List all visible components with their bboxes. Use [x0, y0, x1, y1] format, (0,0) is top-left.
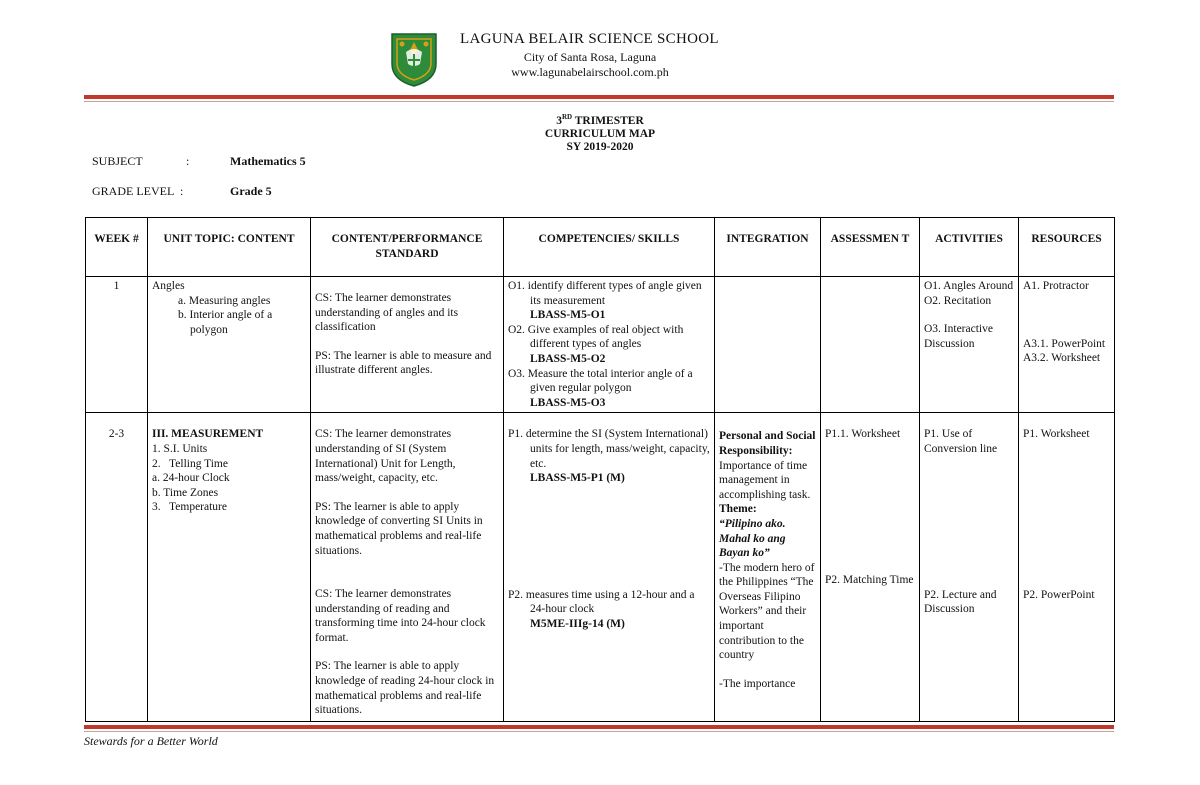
integration-text: Importance of time management in accomplishing task. — [719, 459, 811, 501]
document-title — [0, 111, 1200, 154]
competency-code: M5ME-IIIg-14 (M) — [530, 617, 625, 630]
topic-item: 2. Telling Time — [152, 457, 228, 470]
standard-cell — [311, 413, 504, 722]
assessment-cell — [821, 413, 920, 722]
activity: O3. Interactive Discussion — [924, 323, 993, 350]
activities-cell — [920, 413, 1019, 722]
col-unit-topic: UNIT TOPIC: CONTENT — [148, 218, 311, 277]
integration-text: -The importance — [719, 677, 796, 690]
performance-standard: PS: The learner is able to apply knowledge of converting SI Units in mathematical problems and real-life situations. — [315, 500, 483, 557]
integration-title: Personal and Social Responsibility: — [719, 430, 816, 457]
competency: O1. identify different types of angle given its measurement — [508, 280, 702, 307]
grade-label: GRADE LEVEL — [92, 184, 175, 198]
topic-item: a. Measuring angles — [178, 294, 271, 307]
footer-motto: Stewards for a Better World — [84, 734, 218, 748]
header-rule — [84, 95, 1114, 102]
competency: O2. Give examples of real object with different types of angles — [508, 323, 684, 351]
activity: O2. Recitation — [924, 294, 992, 307]
competencies-cell — [504, 413, 715, 722]
trimester-title: 3RD TRIMESTER — [556, 113, 644, 127]
resource: A3.1. PowerPoint — [1023, 337, 1106, 350]
table-row — [86, 277, 1115, 413]
topic-cell — [148, 277, 311, 413]
topic-item: b. Time Zones — [152, 486, 219, 499]
school-seal-logo — [388, 30, 440, 88]
topic-item: b. Interior angle of a — [178, 309, 273, 322]
competency: P1. determine the SI (System International) units for length, mass/weight, capacity, etc. — [508, 428, 710, 470]
topic-item: 3. Temperature — [152, 501, 227, 514]
school-name: LAGUNA BELAIR SCIENCE SCHOOL — [460, 31, 719, 47]
competency: P2. measures time using a 12-hour and a 24-hour clock — [508, 588, 695, 616]
assessment-cell — [821, 277, 920, 413]
content-standard: CS: The learner demonstrates understanding of reading and transforming time into 24-hour clock format. — [315, 588, 486, 644]
competency-code: LBASS-M5-O3 — [530, 396, 606, 409]
integration-cell — [715, 277, 821, 413]
topic-item: a. 24-hour Clock — [152, 472, 230, 485]
activity: P1. Use of Conversion line — [924, 428, 998, 455]
integration-text: -The modern hero of the Philippines “The Overseas Filipino Workers” and their important contribution to the country — [719, 561, 815, 662]
subject-colon: : — [186, 154, 190, 168]
resource: A3.2. Worksheet — [1023, 352, 1101, 365]
standard-cell — [311, 277, 504, 413]
school-website: www.lagunabelairschool.com.ph — [511, 65, 669, 79]
topic-item: 1. S.I. Units — [152, 442, 208, 455]
topic-cell — [148, 413, 311, 722]
col-week: WEEK # — [86, 218, 148, 277]
theme-text: “Pilipino ako. Mahal ko ang Bayan ko” — [719, 517, 786, 560]
assessment-item: P1.1. Worksheet — [825, 428, 901, 441]
resource: A1. Protractor — [1023, 280, 1089, 292]
topic-item: polygon — [190, 323, 228, 336]
activity: O1. Angles Around — [924, 280, 1014, 292]
performance-standard: PS: The learner is able to measure and illustrate different angles. — [315, 349, 492, 377]
col-assessment: ASSESSMEN T — [821, 218, 920, 277]
assessment-item: P2. Matching Time — [825, 573, 914, 586]
resources-cell — [1019, 277, 1115, 413]
school-year: SY 2019-2020 — [566, 140, 634, 153]
table-row — [86, 413, 1115, 722]
integration-cell — [715, 413, 821, 722]
activities-cell — [920, 277, 1019, 413]
topic-title: III. MEASUREMENT — [152, 428, 264, 441]
content-standard: CS: The learner demonstrates understanding of SI (System International) Unit for Length, mass/weight, capacity, etc. — [315, 428, 456, 485]
col-activities: ACTIVITIES — [920, 218, 1019, 277]
col-competencies: COMPETENCIES/ SKILLS — [504, 218, 715, 277]
competency: O3. Measure the total interior angle of a given regular polygon — [508, 367, 693, 395]
week-cell: 1 — [86, 277, 148, 413]
theme-label: Theme: — [719, 503, 757, 516]
competencies-cell — [504, 277, 715, 413]
performance-standard: PS: The learner is able to apply knowledge of reading 24-hour clock in mathematical problems and real-life situations. — [315, 660, 495, 717]
col-resources: RESOURCES — [1019, 218, 1115, 277]
subject-label: SUBJECT — [92, 154, 143, 168]
col-standard: CONTENT/PERFORMANCE STANDARD — [311, 218, 504, 277]
grade-colon: : — [180, 184, 184, 198]
resources-cell — [1019, 413, 1115, 722]
competency-code: LBASS-M5-O1 — [530, 309, 606, 322]
activity: P2. Lecture and Discussion — [924, 588, 997, 616]
week-cell: 2-3 — [86, 413, 148, 722]
resource: P1. Worksheet — [1023, 428, 1090, 441]
footer-rule — [84, 725, 1114, 732]
curriculum-map-table — [85, 217, 1115, 722]
grade-value: Grade 5 — [230, 184, 272, 198]
resource: P2. PowerPoint — [1023, 588, 1095, 601]
curriculum-map-title: CURRICULUM MAP — [544, 127, 656, 140]
competency-code: LBASS-M5-O2 — [530, 352, 606, 365]
school-city: City of Santa Rosa, Laguna — [523, 50, 657, 64]
table-header-row — [86, 218, 1115, 277]
topic-title: Angles — [152, 280, 185, 292]
subject-value: Mathematics 5 — [230, 154, 306, 168]
content-standard: CS: The learner demonstrates understanding of angles and its classification — [315, 292, 459, 334]
col-integration: INTEGRATION — [715, 218, 821, 277]
competency-code: LBASS-M5-P1 (M) — [530, 472, 625, 485]
